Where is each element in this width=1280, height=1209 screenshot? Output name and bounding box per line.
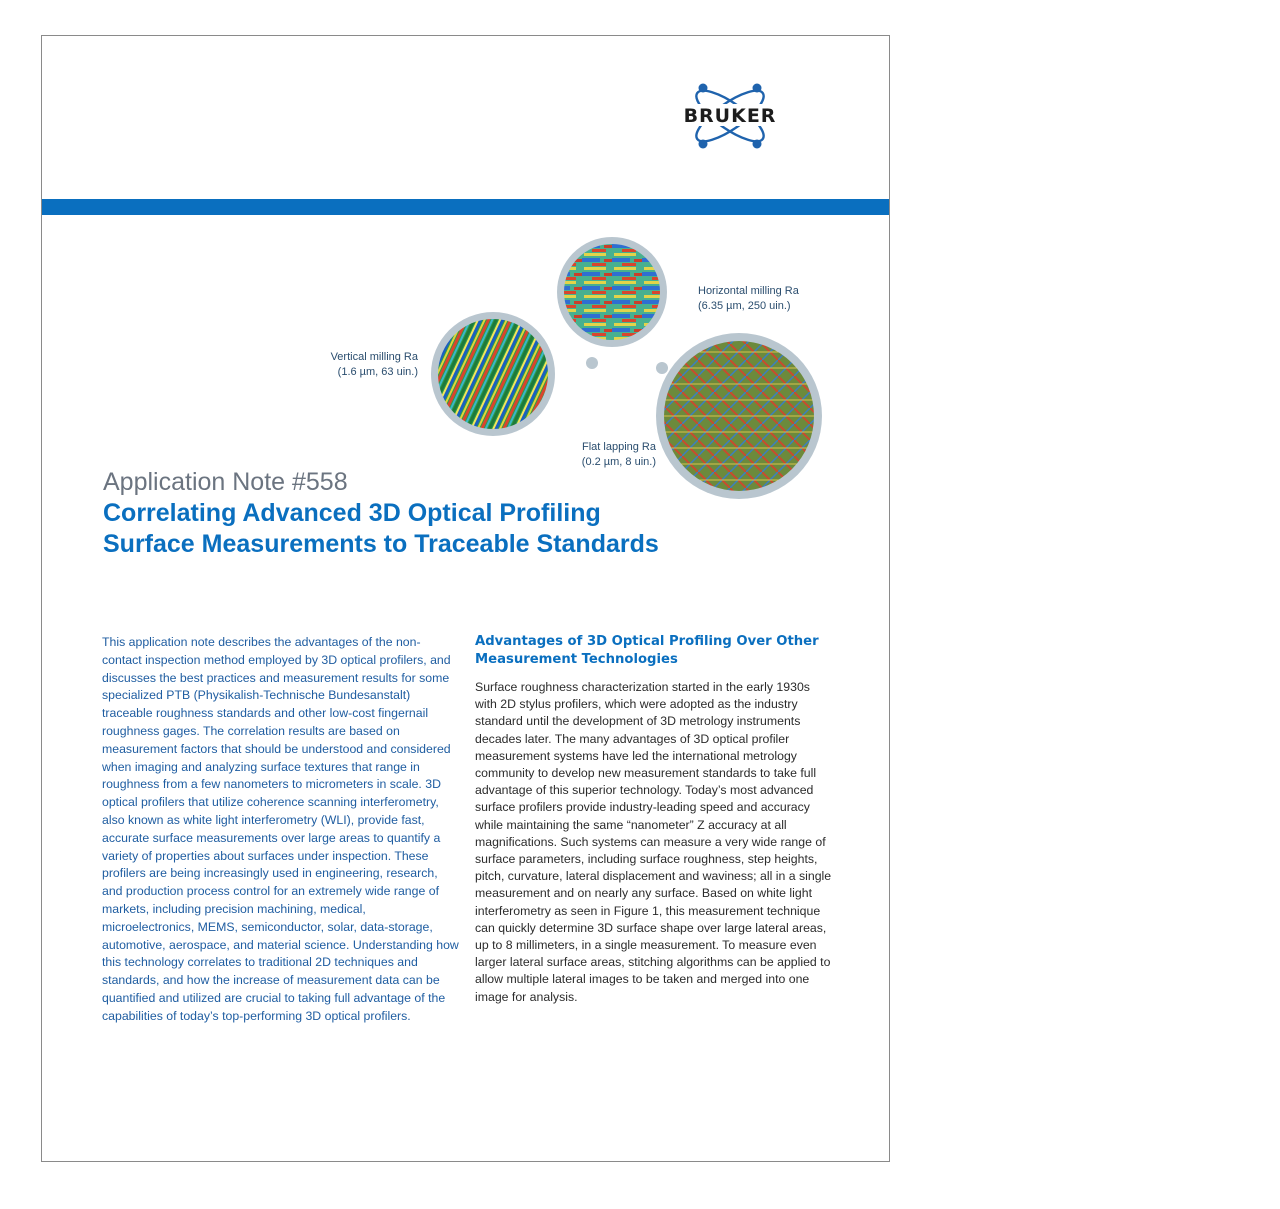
- intro-paragraph: This application note describes the advantages of the non-contact inspection method employed by 3D optical profilers, and discusses the best practices and measurement results for some specialized PTB (Physikalish-Technische Bundesanstalt) traceable roughness standards and other low-cost fingernail roughness gages. The correlation results are based on measurement factors that should be understood and considered when imaging and analyzing surface textures that range in roughness from a few nanometers to micrometers in scale. 3D optical profilers that utilize coherence scanning interferometry, also known as white light interferometry (WLI), provide fast, accurate surface measurements over large areas to quantify a variety of properties about surfaces under inspection. These profilers are being increasingly used in engineering, research, and production process control for an extremely wide range of markets, including precision machining, medical, microelectronics, MEMS, semiconductor, solar, data-storage, automotive, aerospace, and material science. Understanding how this technology correlates to traditional 2D techniques and standards, and how the increase of measurement data can be quantified and utilized are crucial to taking full advantage of the capabilities of today’s top-performing 3D optical profilers.: [102, 635, 459, 1023]
- advantages-section: [475, 633, 832, 1006]
- page-title-line2: Surface Measurements to Traceable Standards: [103, 530, 659, 558]
- vertical-milling-image: [431, 312, 555, 436]
- document-page: [41, 35, 890, 1162]
- app-note-number: Application Note #558: [103, 468, 348, 496]
- page-title-line1: Correlating Advanced 3D Optical Profiling: [103, 499, 601, 527]
- horizontal-milling-image: [557, 237, 667, 347]
- title-block: [103, 466, 823, 560]
- caption-vertical-milling: Vertical milling Ra (1.6 µm, 63 uin.): [330, 351, 418, 378]
- bruker-logo: [660, 76, 800, 156]
- caption-flat-lapping: Flat lapping Ra (0.2 µm, 8 uin.): [581, 441, 656, 468]
- hero-image-group: [42, 216, 889, 506]
- caption-horizontal-milling: Horizontal milling Ra (6.35 µm, 250 uin.): [698, 285, 799, 312]
- surface-profile-images: [42, 216, 889, 506]
- header-divider-bar: [42, 199, 889, 215]
- advantages-heading: Advantages of 3D Optical Profiling Over Other Measurement Technologies: [475, 634, 819, 667]
- advantages-paragraph: Surface roughness characterization started in the early 1930s with 2D stylus profilers, which were adopted as the industry standard until the development of 3D metrology instruments decades later. The many advantages of 3D optical profiler measurement systems have led the international metrology community to develop new measurement standards to take full advantage of this superior technology. Today’s most advanced surface profilers provide industry-leading speed and accuracy while maintaining the same “nanometer” Z accuracy at all magnifications. Such systems can measure a very wide range of surface parameters, including surface roughness, step heights, pitch, curvature, lateral displacement and waviness; all in a single measurement and on nearly any surface. Based on white light interferometry as seen in Figure 1, this measurement technique can quickly determine 3D surface shape over large lateral areas, up to 8 millimeters, in a single measurement. To measure even larger lateral surface areas, stitching algorithms can be applied to allow multiple lateral images to be taken and merged into one image for analysis.: [475, 680, 832, 1004]
- logo-wordmark: BRUKER: [683, 105, 777, 127]
